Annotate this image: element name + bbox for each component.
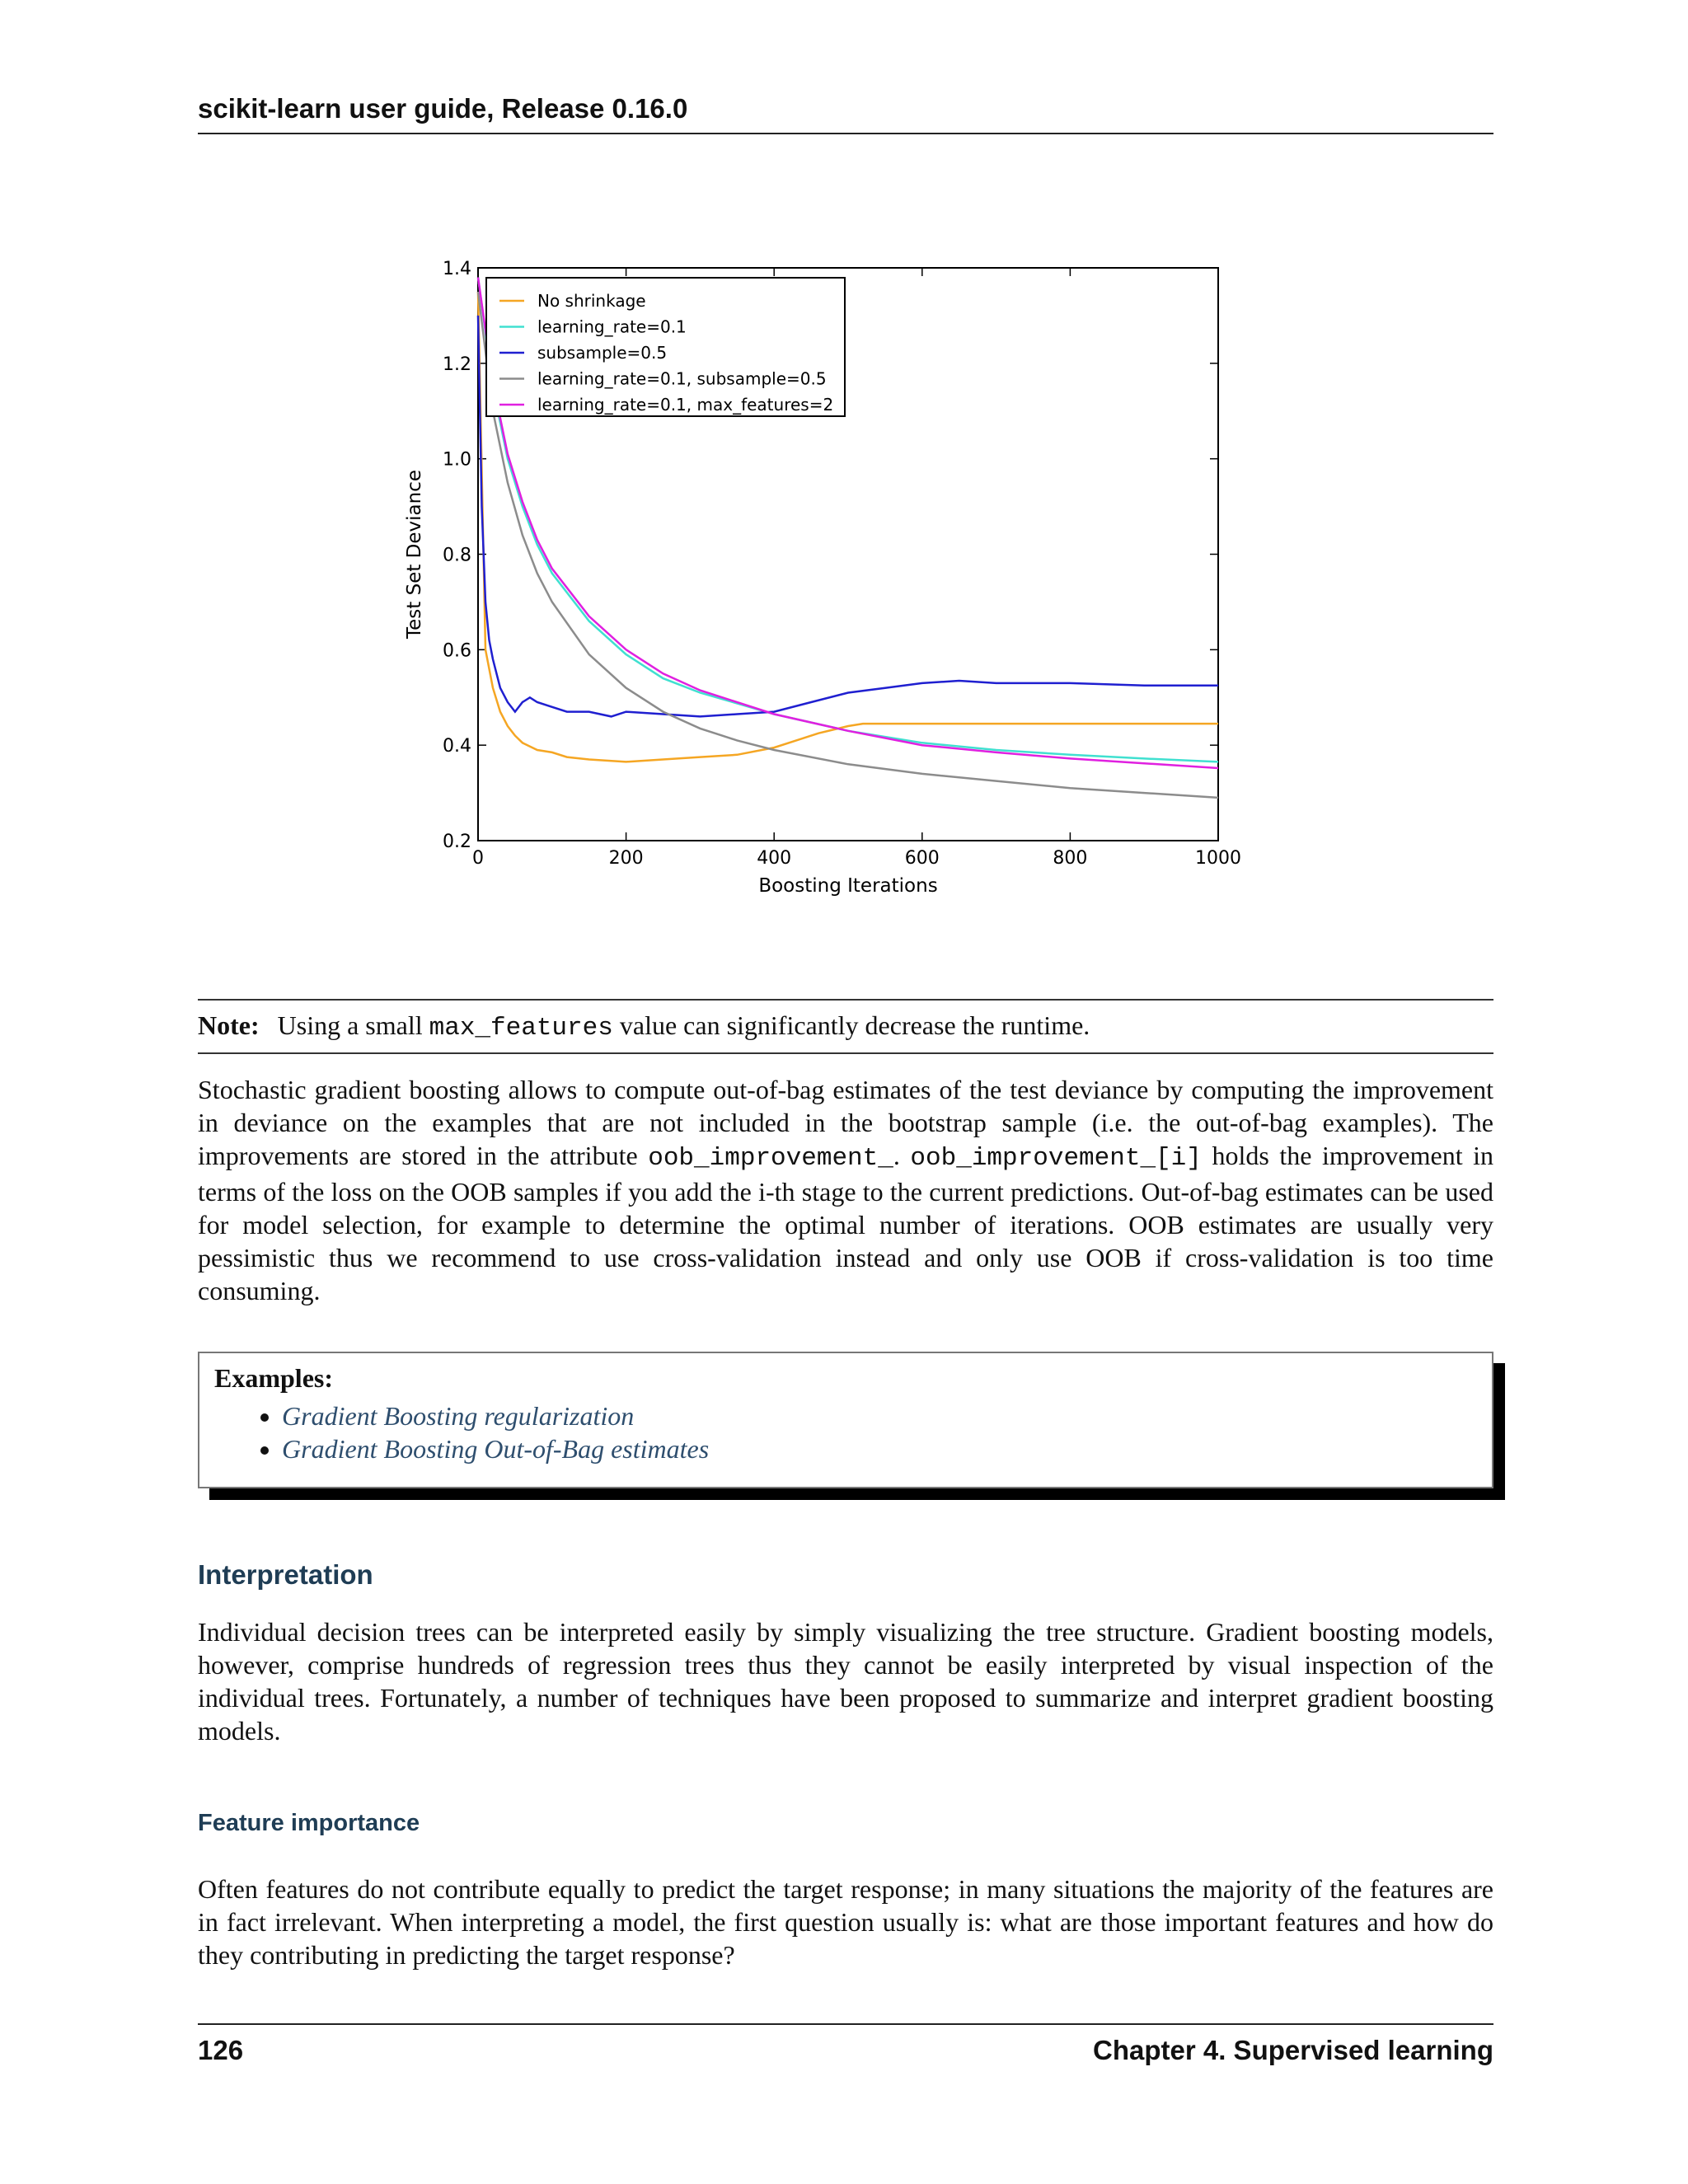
examples-title: Examples: <box>214 1363 333 1393</box>
page-header <box>198 93 1493 134</box>
feature-importance-heading: Feature importance <box>198 1810 420 1836</box>
legend-entry: No shrinkage <box>537 291 646 311</box>
note-pre: Using a small <box>277 1010 423 1040</box>
x-tick-label: 1000 <box>1195 848 1241 869</box>
legend-entry: learning_rate=0.1, subsample=0.5 <box>537 368 827 389</box>
example-item <box>282 1432 709 1465</box>
x-tick-label: 200 <box>608 848 644 869</box>
examples-box <box>198 1352 1493 1488</box>
header-title: scikit-learn user guide, Release 0.16.0 <box>198 93 688 124</box>
y-tick-label: 1.4 <box>443 259 471 279</box>
oob-paragraph <box>198 1073 1493 1307</box>
page-number: 126 <box>198 2035 244 2065</box>
y-tick-label: 0.6 <box>443 640 471 662</box>
legend-entry: subsample=0.5 <box>537 343 668 363</box>
y-tick-label: 0.2 <box>443 832 471 852</box>
x-tick-label: 800 <box>1053 848 1088 869</box>
y-tick-label: 0.4 <box>443 736 471 757</box>
feature-importance-paragraph: Often features do not contribute equally to predict the target response; in many situations the majority of the features are in fact irrelevant. When interpreting a model, the first question usually is: what are those important features and how do they contributing in predicting the target response? <box>198 1874 1493 1970</box>
example-link-oob[interactable]: Gradient Boosting Out-of-Bag estimates <box>282 1434 710 1464</box>
example-link-regularization[interactable]: Gradient Boosting regularization <box>282 1401 635 1431</box>
y-tick-label: 1.0 <box>443 449 471 471</box>
page-footer <box>198 2023 1493 2066</box>
y-axis-label: Test Set Deviance <box>404 469 425 640</box>
oob-text-2: . <box>893 1141 900 1170</box>
note-code: max_features <box>429 1014 613 1043</box>
oob-code-1: oob_improvement_ <box>648 1144 893 1173</box>
legend-entry: learning_rate=0.1, max_features=2 <box>537 395 834 415</box>
note-post: value can significantly decrease the runtime. <box>619 1010 1090 1040</box>
x-tick-label: 400 <box>757 848 792 869</box>
x-tick-label: 600 <box>904 848 940 869</box>
y-tick-label: 1.2 <box>443 354 471 375</box>
legend-entry: learning_rate=0.1 <box>537 316 687 337</box>
note-label: Note: <box>198 1010 260 1040</box>
oob-code-2: oob_improvement_[i] <box>910 1144 1202 1173</box>
note-box <box>198 999 1493 1054</box>
oob-text-3: holds the improvement in terms of the loss on the OOB samples if you add the i-th stage to the current predictions. Out-of-bag estimates can be used for model selection, for example to determine the optimal number of iterations. OOB estimates are usually very pessimistic thus we recommend to use cross-validation instead and only use OOB if cross-validation is too time consuming. <box>198 1141 1494 1305</box>
interpretation-heading: Interpretation <box>198 1559 373 1590</box>
deviance-chart <box>396 247 1286 923</box>
oob-text-1: Stochastic gradient boosting allows to compute out-of-bag estimates of the test deviance by computing the improvement in deviance on the examples that are not included in the bootstrap sample (i.e. the out-of-bag examples). The improvements are stored in the attribute <box>198 1075 1493 1170</box>
interpretation-paragraph: Individual decision trees can be interpreted easily by simply visualizing the tree structure. Gradient boosting models, however, comprise hundreds of regression trees thus they cannot be easily interpreted by visual inspection of the individual trees. Fortunately, a number of techniques have been proposed to summarize and interpret gradient boosting models. <box>198 1617 1493 1746</box>
example-item <box>282 1399 709 1432</box>
x-axis-label: Boosting Iterations <box>758 875 938 897</box>
examples-list <box>249 1399 709 1465</box>
x-tick-label: 0 <box>472 848 484 869</box>
chapter-title: Chapter 4. Supervised learning <box>1093 2035 1493 2065</box>
deviance-chart-figure <box>396 247 1286 923</box>
y-tick-label: 0.8 <box>443 545 471 566</box>
